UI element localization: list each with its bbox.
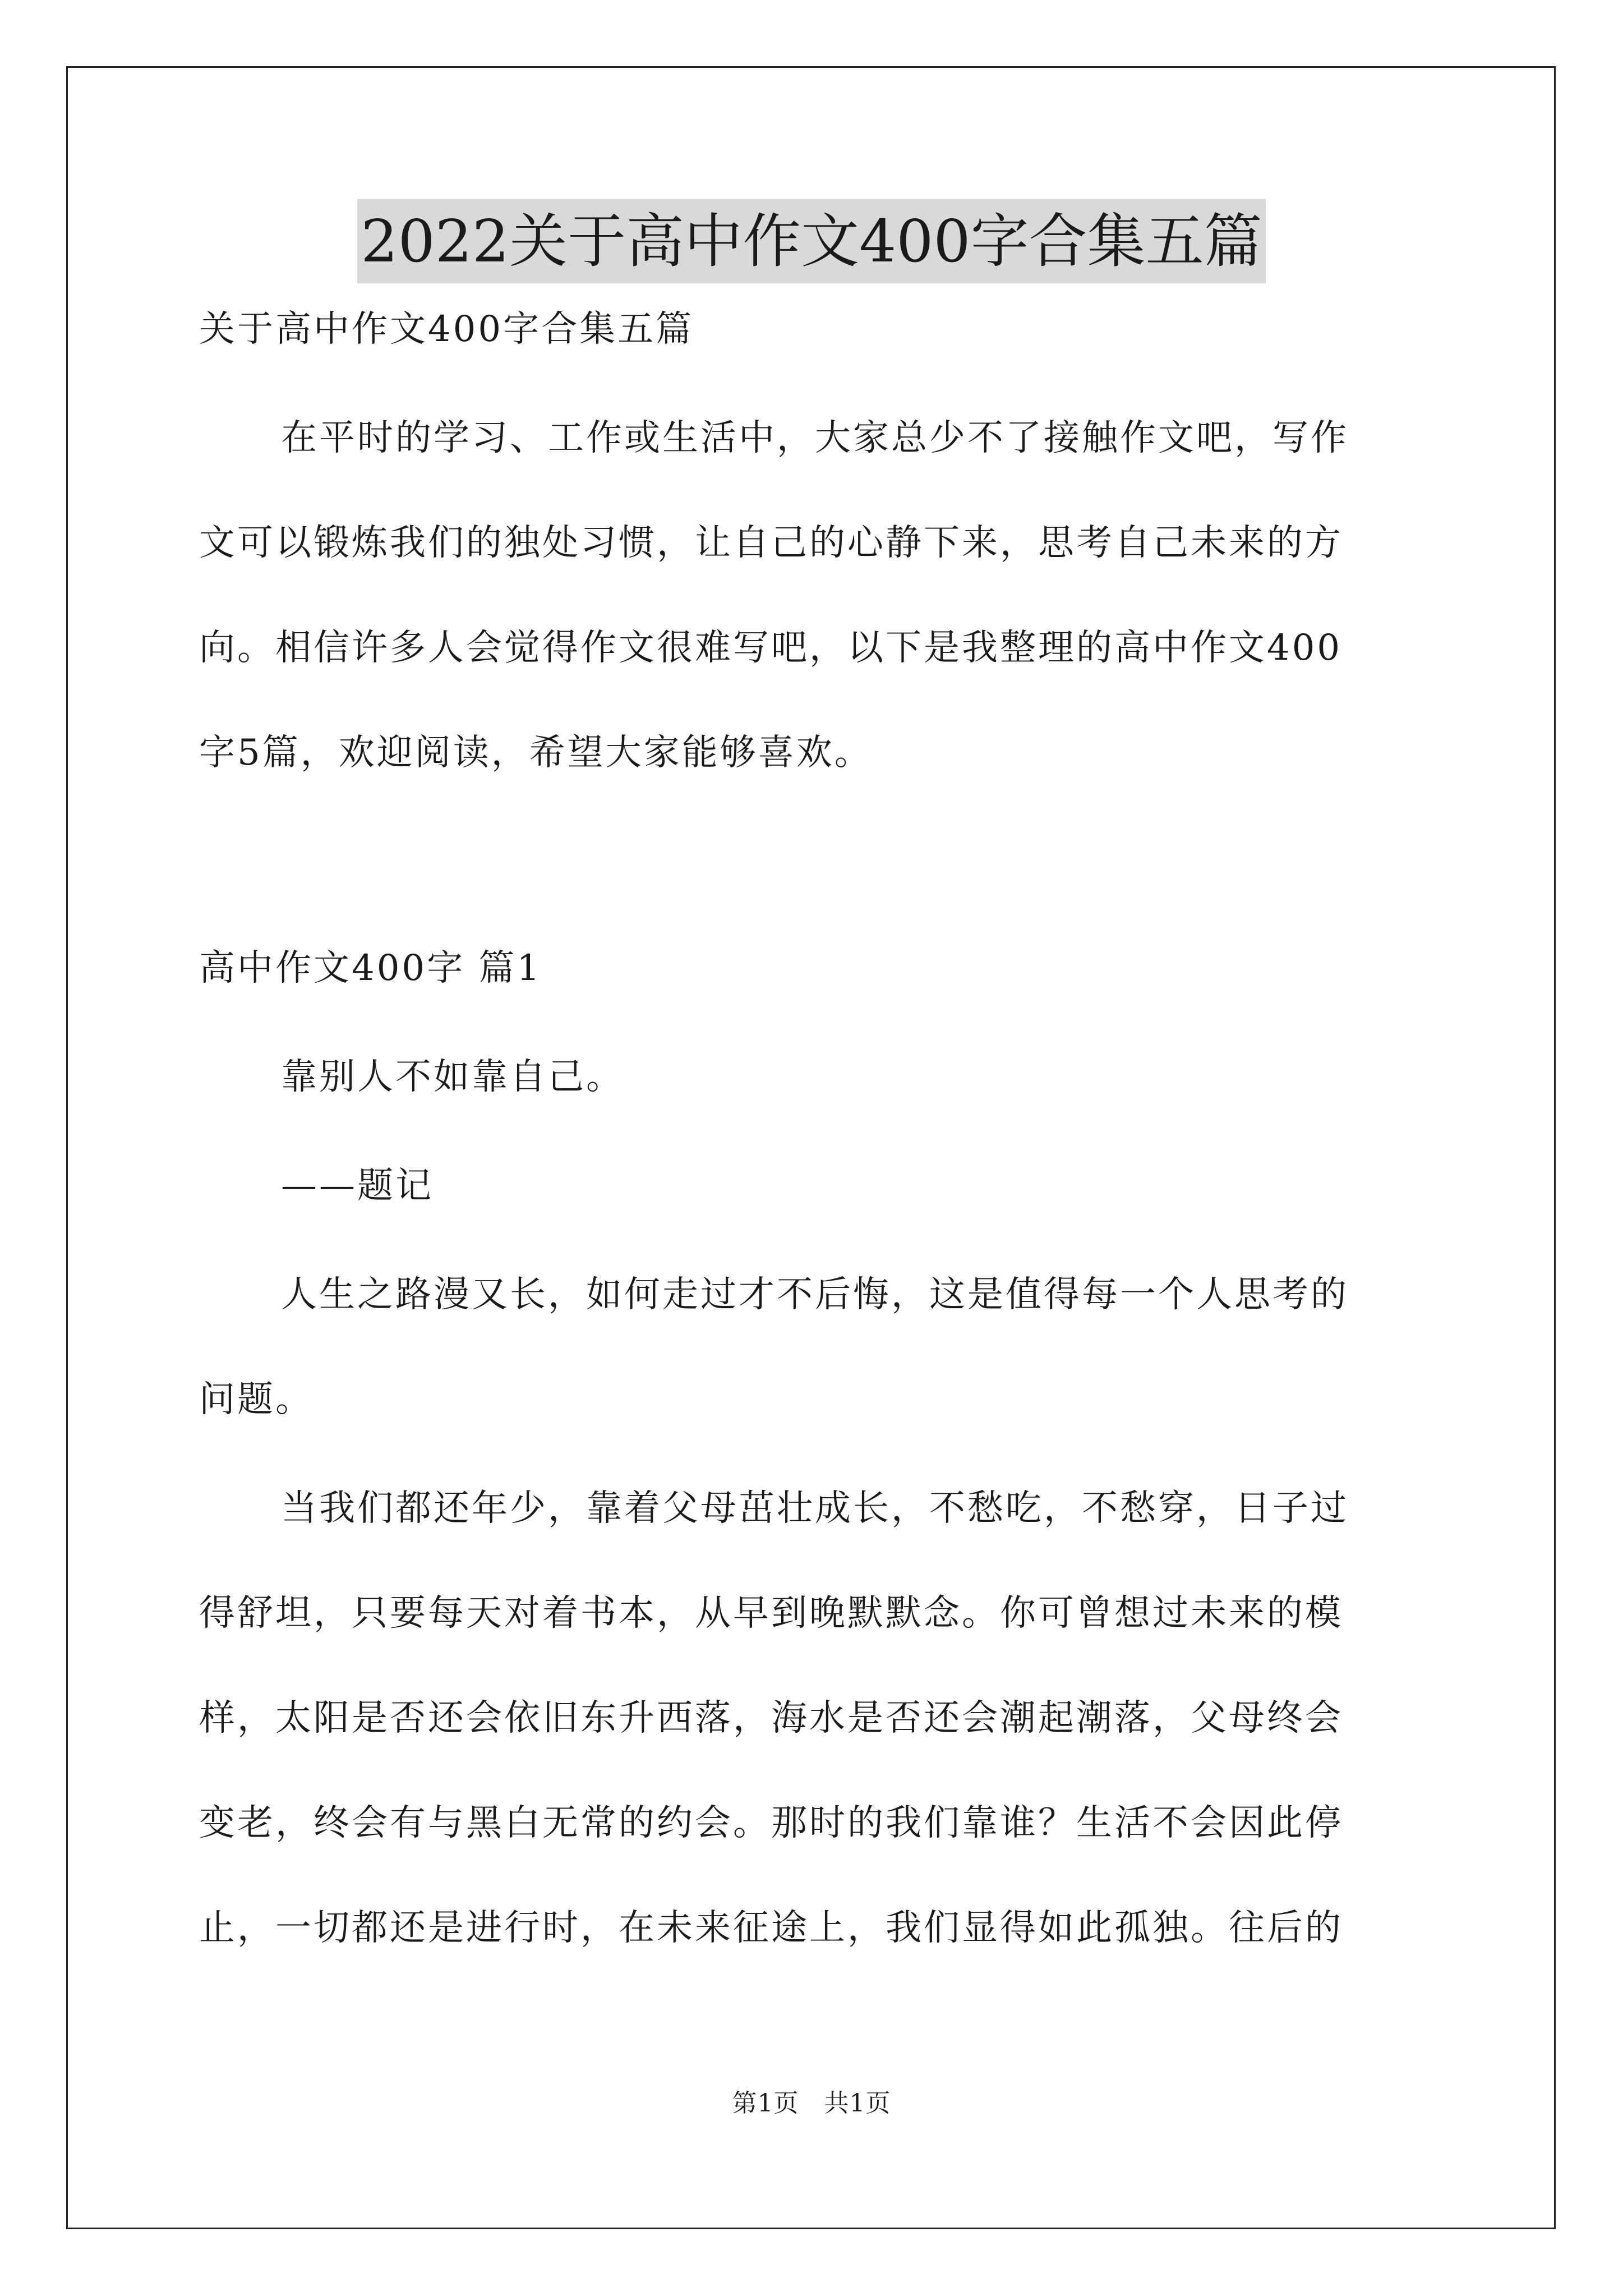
page-number: 第1页 共1页 [732,2089,891,2118]
motto: 靠别人不如靠自己。 [281,1056,624,1098]
motto-paragraph [199,1051,1433,1103]
title-container [0,199,1623,283]
motto-source: ——题记 [281,1165,434,1207]
intro-line: 文可以锻炼我们的独处习惯，让自己的心静下来，思考自己未来的方 [199,522,1343,564]
intro-paragraph [199,412,1433,779]
body-line: 得舒坦，只要每天对着书本，从早到晚默默念。你可曾想过未来的模 [199,1593,1343,1634]
body-line: 人生之路漫又长，如何走过才不后悔，这是值得每一个人思考的 [281,1274,1349,1315]
intro-line: 在平时的学习、工作或生活中，大家总少不了接触作文吧，写作 [281,417,1349,459]
body-line: 当我们都还年少，靠着父母茁壮成长，不愁吃，不愁穿，日子过 [281,1488,1349,1529]
body-line: 止，一切都还是进行时，在未来征途上，我们显得如此孤独。往后的 [199,1907,1343,1949]
intro-line: 字5篇，欢迎阅读，希望大家能够喜欢。 [199,732,873,774]
document-body [199,303,1433,2010]
subtitle-paragraph [199,303,1433,356]
body-line: 样，太阳是否还会依旧东升西落，海水是否还会潮起潮落，父母终会 [199,1697,1343,1739]
section-heading: 高中作文400字 篇1 [199,947,542,989]
document-subtitle: 关于高中作文400字合集五篇 [199,309,694,350]
document-title: 2022关于高中作文400字合集五篇 [357,199,1265,283]
body-paragraph-1 [199,1268,1433,1426]
intro-line: 向。相信许多人会觉得作文很难写吧，以下是我整理的高中作文400 [199,627,1343,669]
body-line: 变老，终会有与黑白无常的约会。那时的我们靠谁？生活不会因此停 [199,1802,1343,1844]
body-line: 问题。 [199,1379,313,1420]
page-footer [0,2087,1623,2120]
motto-source-paragraph [199,1159,1433,1212]
section-heading-paragraph [199,942,1433,995]
body-paragraph-2 [199,1482,1433,1954]
